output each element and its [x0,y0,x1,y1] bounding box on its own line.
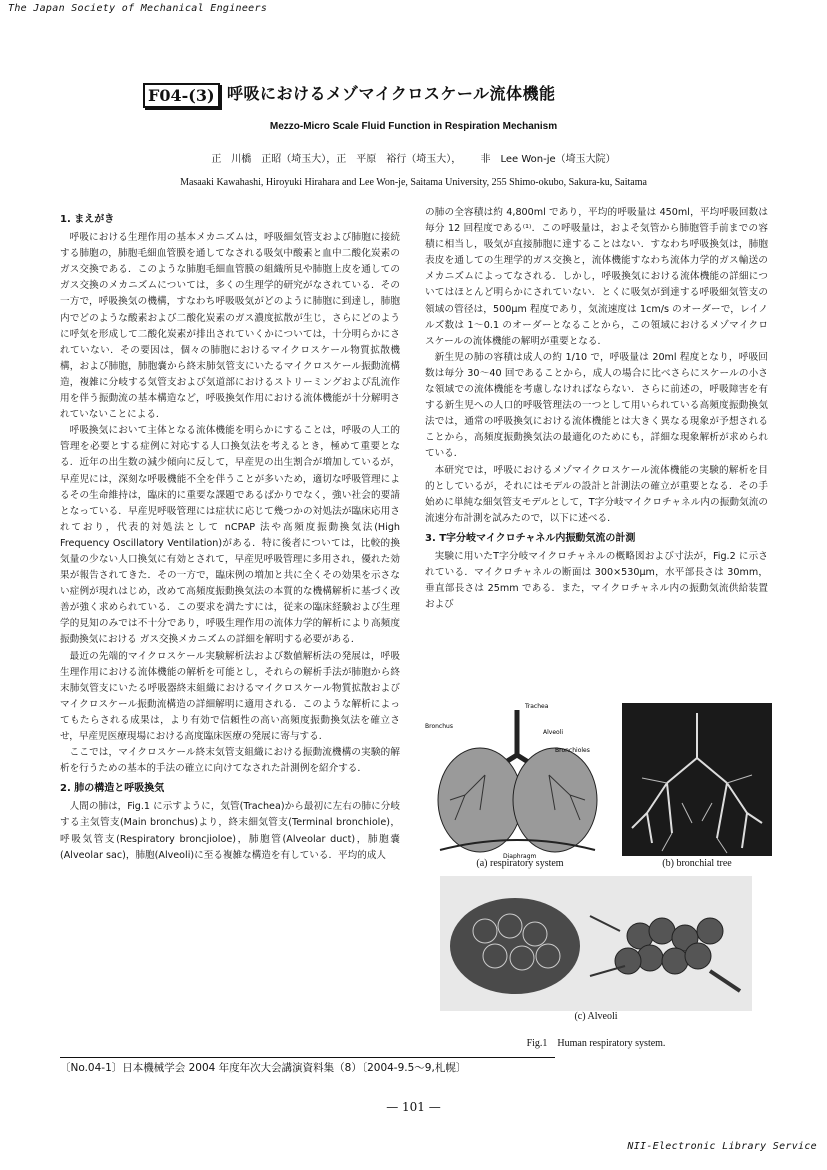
respiratory-system-illustration [425,700,610,860]
session-code: F04-(3) [143,83,220,108]
journal-header: The Japan Society of Mechanical Engineers [8,3,268,14]
japanese-title: 呼吸におけるメゾマイクロスケール流体機能 [227,84,556,103]
caption-b: (b) bronchial tree [662,858,732,869]
bronchial-tree-photo [622,703,772,856]
alveoli-illustration [440,876,752,1011]
paragraph: ここでは，マイクロスケール終末気管支組織における振動流機構の実験的解析を行うための基本的手法の確立に向けてなされた計測例を紹介する． [60,747,400,775]
japanese-authors [0,150,827,165]
diaphragm-label: Diaphragm [503,853,537,860]
paragraph: の肺の全容積は約 4,800ml であり，平均的呼吸量は 450ml，平均呼吸回数は毎分 12 回程度である⁽¹⁾．この呼吸量は，およそ気管から肺胞管手前までの容積に相当し，吸気が直接肺胞に達することはない．すなわち呼吸換気は，肺胞表皮を通しての生理学的ガス交換と，流体機能すなわち流体力学的ガス輸送のメカニズムによってなされる．しかし，呼吸換気における流体機能の詳細についてはほとんど明らかにされていない．とくに吸気が到達する呼吸細気管支の領域の管径は，500μm 程度であり，気流速度は 1cm/s のオーダーで，レイノルズ数は 1～0.1 のオーダーとなることから，この領域におけるメゾマイクロスケールの流体機能の解明が重要となる． [425,207,768,347]
caption-a: (a) respiratory system [476,858,564,869]
author-group-2: 非 Lee Won-je（埼玉大院） [480,154,616,165]
paragraph: 最近の先端的マイクロスケール実験解析法および数値解析法の発展は，呼吸生理作用における流体機能の解析を可能とし，それらの解析手法が肺胞から終末肺気管支にいたる呼吸器終末組織におけるマイクロスケール物質拡散およびマイクロスケール振動流構造の詳細解明に適用される．このような解析によってもたらされる成果は，より有効で信頼性の高い高頻度振動換気法を確立させ，早産児医療現場における高度臨床医療の発展に寄与する． [60,650,400,742]
right-column [425,205,768,613]
section-3-heading: 3. T字分岐マイクロチャネル内振動気流の計測 [425,532,636,544]
english-authors: Masaaki Kawahashi, Hiroyuki Hirahara and Lee Won-je, Saitama University, 255 Shimo-okubo, Sakura-ku, Saitama [180,177,647,188]
paragraph: 本研究では，呼吸におけるメゾマイクロスケール流体機能の実験的解析を目的としているが，それにはモデルの設計と計測法の確立が重要となる．その手始めに単純な細気管支モデルとして，T字分岐マイクロチャネル内の振動気流の流速分布計測を試みたので，以下に述べる． [425,464,768,524]
library-footer: NII-Electronic Library Service [627,1141,817,1152]
page-number: — 101 — [386,1100,441,1114]
bronchus-label: Bronchus [425,723,453,730]
trachea-label: Trachea [525,703,549,710]
author-group-1: 正 川橋 正昭（埼玉大），正 平原 裕行（埼玉大）， [211,154,462,165]
section-2-heading: 2. 肺の構造と呼吸換気 [60,783,165,795]
alveoli-label: Alveoli [543,729,564,736]
left-column [60,208,400,864]
paragraph: 実験に用いたT字分岐マイクロチャネルの概略図および寸法が，Fig.2 に示されている．マイクロチャネルの断面は 300×530μm，水平部長さは 30mm，垂直部長さは 25mm である．また，マイクロチャネル内の振動気流供給装置および [425,550,768,611]
caption-c: (c) Alveoli [574,1011,618,1022]
english-title: Mezzo-Micro Scale Fluid Function in Respiration Mechanism [269,121,558,132]
bronchioles-label: Bronchioles [555,747,590,754]
paragraph: 呼吸における生理作用の基本メカニズムは，呼吸細気管支および肺胞に接続する肺胞の，肺胞毛細血管膜を通してなされる吸気中酸素と血中二酸化炭素のガス交換である．このような肺胞毛細血管膜の組織所見や肺胞上皮を通してのガス交換のメカニズムについては，多くの生理学的研究がなされている．その一方で，呼吸換気の機構，すなわち呼吸吸気がどのように肺胞に到達し，肺胞内でどのような酸素および二酸化炭素のガス濃度拡散が生じ，さらにどのように呼気を形成して二酸化炭素が排出されていくかについては，十分明らかにされていない．その要因は，個々の肺胞におけるマイクロスケール物質拡散機構，および肺胞，肺胞嚢から終末肺気管支にいたるマイクロスケール振動流構造，複雑に分岐する気管支および気道部におけるストリーミングおよび乱流作用を伴う振動流の基本構造など，呼吸換気作用における流体機能が十分解明されていないことによる． [60,232,400,421]
paragraph: 人間の肺は，Fig.1 に示すように，気管(Trachea)から最初に左右の肺に分岐する主気管支(Main bronchus)より，終末細気管支(Terminal bronchiole)，呼吸気管支(Respiratory broncjioloe)，肺胞管(Alveolar duct)，肺胞嚢(Alveolar sac)，肺胞(Alveoli)に至る複雑な構造を有している．平均的成人 [60,801,400,861]
conference-footer: 〔No.04-1〕日本機械学会 2004 年度年次大会講演資料集（8）〔2004-9.5～9,札幌〕 [60,1057,555,1075]
section-1-heading: 1. まえがき [60,214,115,225]
figure-caption: Fig.1 Human respiratory system. [526,1038,666,1049]
paragraph: 呼吸換気において主体となる流体機能を明らかにすることは，呼吸の人工的管理を必要とする症例に対応する人口換気法を考えるとき，極めて重要となる．近年の出生数の減少傾向に反して，早産児の出生割合が増加しているが，早産児には，深刻な呼吸機能不全を伴うことが多いため，適切な呼吸管理によるその生命維持は，臨床的に重要な課題であるばかりでなく，強い社会的要請となっている．早産児呼吸管理には症状に応じて幾つかの対処法が臨床応用されており，代表的対処法として nCPAP 法や高頻度振動換気法(High Frequency Oscillatory Ventilation)がある．特に後者については，比較的換気量の少ない人口換気に有効とされて，早産児呼吸管理に多用され，優れた効果が報告されてきた．その一方で，臨床例の増加と共に全くその効果を示さない症例が現れはじめ，改めて高頻度振動換気法の本質的な機構解析に基づく改善が強く求められている．この要求を満たすには，従来の臨床経験および生理学的見知のみでは不十分であり，呼吸生理作用の流体力学的解析により高頻度振動換気における ガス交換メカニズムの詳細を解明する必要がある． [60,425,400,646]
paragraph: 新生児の肺の容積は成人の約 1/10 で，呼吸量は 20ml 程度となり，呼吸回数は毎分 30～40 回であることから，成人の場合に比べさらにスケールの小さな領域での流体機能を考慮しなければならない．さらに前述の，呼吸障害を有する新生児への人口的呼吸管理法の一つとして用いられている高頻度振動換気法では，通常の呼吸換気における流体機能とは大きく異なる現象が予想されることから，高頻度振動換気法の最適化のためにも，詳細な現象解析が求められている． [425,351,768,460]
title-block [143,83,703,111]
